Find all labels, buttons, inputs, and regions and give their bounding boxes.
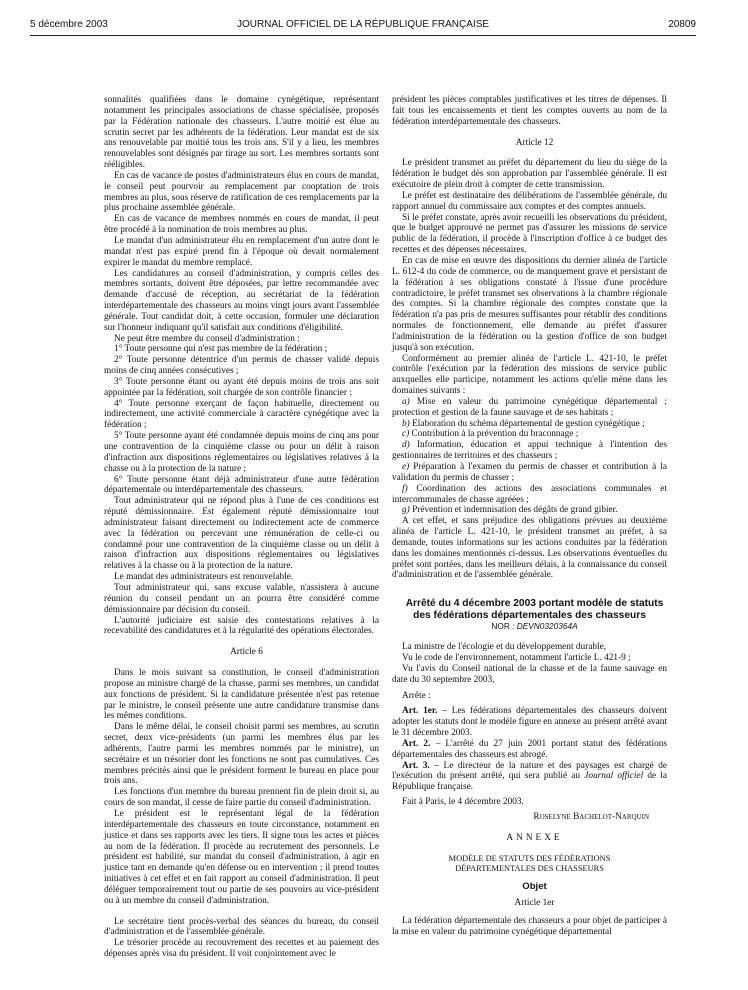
paragraph: Le trésorier procède au recouvrement des recettes et au paiement des dépenses après visa du président. Il voit conjointement avec le <box>104 938 379 960</box>
paragraph: La fédération départementale des chasseurs a pour objet de participer à la mise en valeur du patrimoine cynégétique départemental <box>392 916 667 937</box>
article-art-1 <box>392 706 667 739</box>
header-page-number: 20809 <box>668 19 696 30</box>
paragraph: La ministre de l'écologie et du développement durable, <box>402 642 607 653</box>
list-item <box>392 429 667 440</box>
modele-title-line-2: DÉPARTEMENTALES DES CHASSEURS <box>455 864 604 874</box>
header-date: 5 décembre 2003 <box>30 19 108 30</box>
list-marker: b) <box>402 418 410 429</box>
nor-code: DEVN0320364A <box>516 621 578 632</box>
list-item <box>392 484 667 506</box>
list-item: 5° Toute personne ayant été condamnée depuis moins de cinq ans pour une contravention de la cinquième classe ou pour un délit à raison d'infraction aux dispositions réglementaires ou législatives relatives à la chasse ou à la protection de la nature ; <box>104 431 379 474</box>
paragraph: Vu le code de l'environnement, notamment l'article L. 421-9 ; <box>402 652 631 663</box>
paragraph: président les pièces comptables justificatives et les titres de dépenses. Il fait tous les encaissements et tient les comptes ouverts au nom de la fédération interdépartementale des chasseurs. <box>392 95 667 127</box>
list-text: Prévention et indemnisation des dégâts de grand gibier. <box>409 505 618 516</box>
header-rule <box>30 35 696 36</box>
left-column <box>104 95 379 960</box>
page-header <box>30 19 696 33</box>
list-text: Mise en valeur du patrimoine cynégétique départemental ; protection et gestion de la faune sauvage et de ses habitats ; <box>392 396 667 418</box>
article-heading: Article 12 <box>515 137 554 148</box>
list-item: 3° Toute personne étant ou ayant été depuis moins de trois ans soit appointée par la fédération, soit chargée de son contrôle financier ; <box>104 376 379 398</box>
paragraph: Dans le même délai, le conseil choisit parmi ses membres, au scrutin secret, deux vice-présidents (un parmi les membres élus par les adhérents, l'autre parmi les membres nommés par le ministre), un secrétaire et un trésorier dont les fonctions ne sont pas cumulatives. Ces membres précités ainsi que le président forment le bureau en place pour trois ans. <box>104 722 379 787</box>
article-label: Art. 1er. <box>402 706 438 717</box>
list-marker: d) <box>402 440 410 451</box>
paragraph: Le préfet est destinataire des délibérations de l'assemblée générale, du rapport annuel du commissaire aux comptes et des comptes annuels. <box>392 190 667 212</box>
nor-reference <box>392 621 667 632</box>
list-item <box>392 397 667 419</box>
article-text: de la République française. <box>392 771 667 793</box>
paragraph: En cas de vacance de membres nommés en cours de mandat, il peut être procédé à la nomination de trois membres au plus. <box>104 214 379 236</box>
paragraph: Le président est le représentant légal de la fédération interdépartementale des chasseurs en toute circonstance, notamment en justice et dans ses rapports avec les tiers. Il signe tous les actes et pièces au nom de la fédération. Il procède au recrutement des personnels. Le président est habilité, sur mandat du conseil d'administration, à agir en justice tant en demande qu'en défense ou en intervention ; il prend toutes initiatives à cet effet et en fait rapport au conseil d'administration. Il peut déléguer temporairement tout ou partie de ses pouvoirs au vice-président ou à un membre du conseil d'administration. <box>104 809 379 906</box>
list-marker: f) <box>402 483 408 494</box>
list-text: Coordination des actions des associations communales et intercommunales de chasse agréées ; <box>392 483 667 505</box>
list-item <box>392 462 667 484</box>
paragraph: Les candidatures au conseil d'administration, y compris celles des membres sortants, doivent être déposées, par lettre recommandée avec demande d'accusé de réception, au secrétariat de la fédération interdépartementale des chasseurs au moins vingt jours avant l'assemblée générale. Tout candidat doit, à cette occasion, formuler une déclaration sur l'honneur indiquant qu'il satisfait aux conditions d'éligibilité. <box>104 268 379 333</box>
signature-name: Roselyne Bachelot-Narquin <box>533 811 649 822</box>
paragraph: sonnalités qualifiées dans le domaine cynégétique, représentant notamment les principales associations de chasse spécialisée, proposés par la Fédération nationale des chasseurs. L'autre moitié est élue au scrutin secret par les adhérents de la fédération. Leur mandat est de six ans renouvelable par moitié tous les trois ans. S'il y a lieu, les membres renouvelables sont désignés par tirage au sort. Les membres sortants sont rééligibles. <box>104 95 379 171</box>
right-column <box>392 95 667 938</box>
paragraph: Le secrétaire tient procès-verbal des séances du bureau, du conseil d'administration et de l'assemblée générale. <box>104 916 379 938</box>
list-item: 2° Toute personne détentrice d'un permis de chasser validé depuis moins de cinq années consécutives ; <box>104 355 379 377</box>
list-text: Elaboration du schéma départemental de gestion cynégétique ; <box>409 418 645 429</box>
journal-name: Journal officiel <box>584 771 644 782</box>
list-item: 4° Toute personne exerçant de façon habituelle, directement ou indirectement, une activité commerciale à caractère cynégétique avec la fédération ; <box>104 398 379 431</box>
arrete-title: Arrêté du 4 décembre 2003 portant modèle de statuts des fédérations départementales des chasseurs <box>405 598 664 621</box>
paragraph: A cet effet, et sans préjudice des obligations prévues au deuxième alinéa de l'article L. 421-10, le président transmet au préfet, à sa demande, toutes informations sur les actions conduites par la fédération dans les domaines mentionnés ci-dessus. Les observations éventuelles du préfet sont portées, dans les meilleurs délais, à la connaissance du conseil d'administration et de l'assemblée générale. <box>392 516 667 581</box>
list-marker: g) <box>402 505 410 516</box>
paragraph: L'autorité judiciaire est saisie des contestations relatives à la recevabilité des candidatures et à la régularité des opérations électorales. <box>104 615 379 637</box>
list-item: 1° Toute personne qui n'est pas membre de la fédération ; <box>114 344 328 355</box>
paragraph: Tout administrateur qui, sans excuse valable, n'assistera à aucune réunion du conseil pendant un an pourra être considéré comme démissionnaire par décision du conseil. <box>104 582 379 615</box>
list-marker: a) <box>402 396 410 407</box>
nor-label: NOR : <box>491 621 517 632</box>
paragraph: Si le préfet constate, après avoir recueilli les observations du président, que le budget approuvé ne permet pas d'assurer les missions de service public de la fédération, il procède à l'inscription d'office à ce budget des recettes et des dépenses nécessaires. <box>392 212 667 256</box>
article-heading: Article 1er <box>514 898 555 909</box>
paragraph: Ne peut être membre du conseil d'administration : <box>114 333 300 344</box>
paragraph: Conformément au premier alinéa de l'article L. 421-10, le préfet contrôle l'exécution par la fédération des missions de service public auxquelles elle participe, notamment les actions qu'elle mène dans les domaines suivants : <box>392 353 667 397</box>
list-marker: e) <box>402 462 410 472</box>
paragraph: Les fonctions d'un membre du bureau prennent fin de plein droit si, au cours de son mandat, il cesse de faire partie du conseil d'administration. <box>104 787 379 809</box>
paragraph: Vu l'avis du Conseil national de la chasse et de la faune sauvage en date du 30 septembre 2003, <box>392 663 667 685</box>
list-text: Contribution à la prévention du braconnage ; <box>409 429 579 440</box>
paragraph: En cas de mise en œuvre des dispositions du dernier alinéa de l'article L. 612-4 du code de commerce, ou de manquement grave et persistant de la fédération à ses obligations constaté à l'issue d'une procédure contradictoire, le préfet transmet ses observations à la chambre régionale des comptes. Si la chambre régionale des comptes constate que la fédération n'a pas pris de mesures suffisantes pour rétablir des conditions normales de fonctionnement, elle demande au préfet d'assurer l'administration de la fédération ou la gestion d'office de son budget jusqu'à son exécution. <box>392 255 667 353</box>
paragraph: En cas de vacance de postes d'administrateurs élus en cours de mandat, le conseil peut pourvoir au remplacement par cooptation de trois membres au plus, sous réserve de ratification de ces remplacements par la plus prochaine assemblée générale. <box>104 170 379 214</box>
objet-heading: Objet <box>522 881 547 893</box>
list-marker: c) <box>402 429 410 440</box>
article-text: – L'arrêté du 27 juin 2001 portant statut des fédérations départementales des chasseurs est abrogé. <box>392 738 668 760</box>
annexe-heading: ANNEXE <box>506 832 563 843</box>
article-label: Art. 3. <box>402 760 430 771</box>
signature-date: Fait à Paris, le 4 décembre 2003. <box>402 797 524 808</box>
list-item <box>392 419 667 430</box>
paragraph: Le mandat des administrateurs est renouvelable. <box>114 572 294 583</box>
article-label: Art. 2. <box>402 738 431 749</box>
article-text: – Les fédérations départementales des chasseurs doivent adopter les statuts dont le modèle figure en annexe au présent arrêté avant le 31 décembre 2003. <box>392 706 667 739</box>
list-item <box>392 440 667 462</box>
paragraph: Tout administrateur qui ne répond plus à l'une de ces conditions est réputé démissionnaire. Est également réputé démissionnaire tout administrateur faisant directement ou indirectement acte de commerce avec la fédération ou percevant une rémunération de celle-ci ou condamné pour une contravention de la cinquième classe ou un délit à raison d'infraction aux dispositions réglementaires ou législatives relatives à la chasse ou à la protection de la nature. <box>104 496 379 572</box>
arrete-heading: Arrête : <box>402 690 431 701</box>
list-text: Préparation à l'examen du permis de chasser et contribution à la validation du permis de chasser ; <box>392 462 667 483</box>
paragraph: Dans le mois suivant sa constitution, le conseil d'administration propose au ministre chargé de la chasse, parmi ses membres, un candidat aux fonctions de président. Si la candidature présentée n'est pas retenue par le ministre, le conseil présente une autre candidature transmise dans les mêmes conditions. <box>104 668 379 722</box>
header-journal-title: JOURNAL OFFICIEL DE LA RÉPUBLIQUE FRANÇAISE <box>236 19 490 30</box>
article-heading: Article 6 <box>230 647 263 658</box>
list-item <box>392 505 667 516</box>
paragraph: Le président transmet au préfet du département du lieu du siège de la fédération le budget dès son approbation par l'assemblée générale. Il est exécutoire de plein droit à compter de cette transmission. <box>392 158 667 191</box>
modele-title-line-1: MODÈLE DE STATUTS DES FÉDÉRATIONS <box>448 853 611 863</box>
list-text: Information, éducation et appui technique à l'intention des gestionnaires de territoires et des chasseurs ; <box>392 440 667 462</box>
article-text: – Le directeur de la nature et des paysages est chargé de l'exécution du présent arrêté, qui sera publié au <box>392 760 667 782</box>
article-art-3 <box>392 761 667 794</box>
list-item: 6° Toute personne étant déjà administrateur d'une autre fédération départementale ou interdépartementale des chasseurs. <box>104 474 379 496</box>
paragraph: Le mandat d'un administrateur élu en remplacement d'un autre dont le mandat n'est pas expiré prend fin à l'époque où devait normalement expirer le mandat du membre remplacé. <box>104 235 379 268</box>
article-art-2 <box>392 739 667 761</box>
